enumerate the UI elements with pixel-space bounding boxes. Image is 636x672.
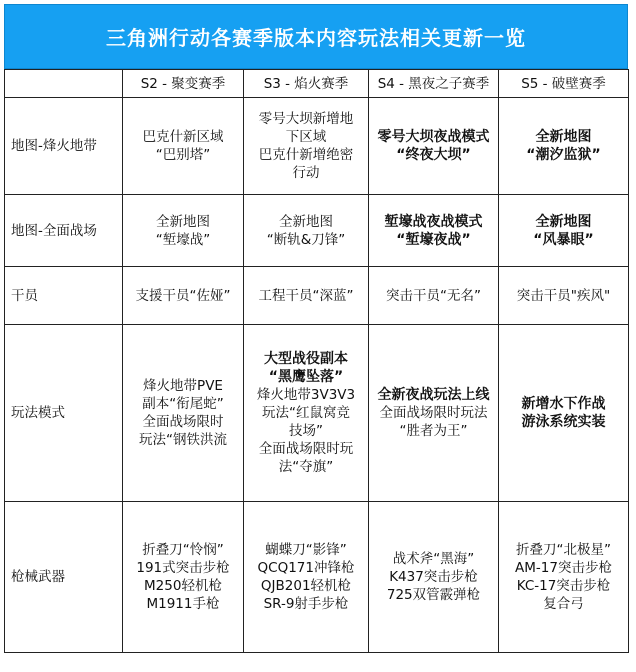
cell-s3	[244, 502, 369, 653]
cell-line: 副本“衔尾蛇”	[142, 396, 224, 412]
cell-line: 725双管霰弹枪	[386, 587, 481, 603]
cell-s5	[499, 195, 629, 267]
cell-s2	[123, 325, 244, 502]
cell-line: 全面战场限时玩	[258, 441, 354, 457]
cell-line: 玩法“红鼠窝竞	[262, 405, 350, 421]
cell-s2	[123, 267, 244, 325]
header-cell-s3: S3 - 焰火赛季	[244, 70, 369, 98]
cell-line: 大型战役副本	[264, 351, 348, 367]
cell-line: 全面战场限时	[142, 414, 224, 430]
cell-line: QCQ171冲锋枪	[257, 560, 355, 576]
row-label: 地图-烽火地带	[5, 98, 123, 195]
cell-line: 蝴蝶刀“影锋”	[265, 542, 347, 558]
row-label: 枪械武器	[5, 502, 123, 653]
cell-line: M1911手枪	[146, 596, 220, 612]
cell-line: 复合弓	[543, 596, 584, 612]
header-cell-s4: S4 - 黑夜之子赛季	[369, 70, 499, 98]
header-cell-corner	[5, 70, 123, 98]
cell-line: 烽火地带3V3V3	[256, 387, 356, 403]
cell-s2	[123, 502, 244, 653]
row-map-full-war	[5, 195, 629, 267]
cell-line: 烽火地带PVE	[143, 378, 223, 394]
cell-line: AM-17突击步枪	[515, 560, 612, 576]
cell-line: M250轻机枪	[144, 578, 222, 594]
cell-line: 全新地图	[156, 213, 210, 230]
cell-s2	[123, 195, 244, 267]
cell-line: “断轨&刀锋”	[266, 231, 346, 248]
cell-s3	[244, 98, 369, 195]
cell-line: “堑壕夜战”	[396, 231, 471, 248]
cell-line: 支援干员“佐娅”	[135, 287, 231, 304]
cell-line: 折叠刀“怜悯”	[142, 542, 224, 558]
row-label: 干员	[5, 267, 123, 325]
cell-line: 堑壕战夜战模式	[384, 213, 483, 230]
cell-s4	[369, 325, 499, 502]
cell-line: 新增水下作战	[521, 396, 606, 412]
cell-line: 战术斧“黑海”	[392, 551, 475, 567]
cell-line: 突击干员"疾风"	[516, 287, 611, 304]
cell-line: “堑壕战”	[155, 231, 211, 248]
season-table	[4, 69, 629, 653]
comparison-document	[4, 4, 628, 666]
row-label: 玩法模式	[5, 325, 123, 502]
cell-line: “终夜大坝”	[396, 147, 471, 163]
page-title: 三角洲行动各赛季版本内容玩法相关更新一览	[4, 4, 628, 69]
header-cell-s5: S5 - 破壁赛季	[499, 70, 629, 98]
cell-line: “巴别塔”	[155, 147, 211, 163]
cell-line: 游泳系统实装	[521, 414, 606, 430]
cell-line: 全面战场限时玩法	[379, 405, 488, 421]
cell-line: 折叠刀“北极星”	[516, 542, 611, 558]
header-row	[5, 70, 629, 98]
row-game-modes	[5, 325, 629, 502]
cell-line: 工程干员“深蓝”	[258, 287, 354, 304]
cell-line: 全新地图	[535, 129, 592, 145]
cell-line: 玩法“钢铁洪流	[139, 432, 227, 448]
cell-s4	[369, 195, 499, 267]
cell-s3	[244, 195, 369, 267]
cell-s5	[499, 98, 629, 195]
cell-line: 全新地图	[279, 213, 333, 230]
cell-line: “潮汐监狱”	[526, 147, 601, 163]
cell-line: 行动	[292, 165, 320, 181]
cell-line: 全新地图	[535, 213, 592, 230]
cell-line: 巴克什新区域	[142, 129, 224, 145]
row-map-fire-zone	[5, 98, 629, 195]
cell-line: “胜者为王”	[399, 423, 468, 439]
cell-s3	[244, 325, 369, 502]
cell-s4	[369, 267, 499, 325]
header-cell-s2: S2 - 聚变赛季	[123, 70, 244, 98]
cell-line: 技场”	[289, 423, 323, 439]
cell-line: 巴克什新增绝密	[258, 147, 354, 163]
row-operators	[5, 267, 629, 325]
cell-line: 法“夺旗”	[278, 459, 334, 475]
cell-line: 全新夜战玩法上线	[377, 387, 490, 403]
cell-line: 零号大坝夜战模式	[377, 129, 490, 145]
cell-line: “黑鹰坠落”	[268, 369, 344, 385]
cell-s3	[244, 267, 369, 325]
cell-s4	[369, 98, 499, 195]
cell-s5	[499, 267, 629, 325]
cell-line: 零号大坝新增地	[258, 111, 354, 127]
cell-s5	[499, 325, 629, 502]
row-label: 地图-全面战场	[5, 195, 123, 267]
cell-line: 下区域	[285, 129, 327, 145]
row-weapons	[5, 502, 629, 653]
cell-line: SR-9射手步枪	[263, 596, 349, 612]
cell-line: K437突击步枪	[389, 569, 478, 585]
cell-line: 突击干员“无名”	[386, 287, 481, 304]
cell-s2	[123, 98, 244, 195]
cell-line: “风暴眼”	[533, 231, 594, 248]
cell-line: KC-17突击步枪	[516, 578, 611, 594]
cell-line: 191式突击步枪	[136, 560, 230, 576]
cell-s4	[369, 502, 499, 653]
cell-s5	[499, 502, 629, 653]
cell-line: QJB201轻机枪	[260, 578, 352, 594]
